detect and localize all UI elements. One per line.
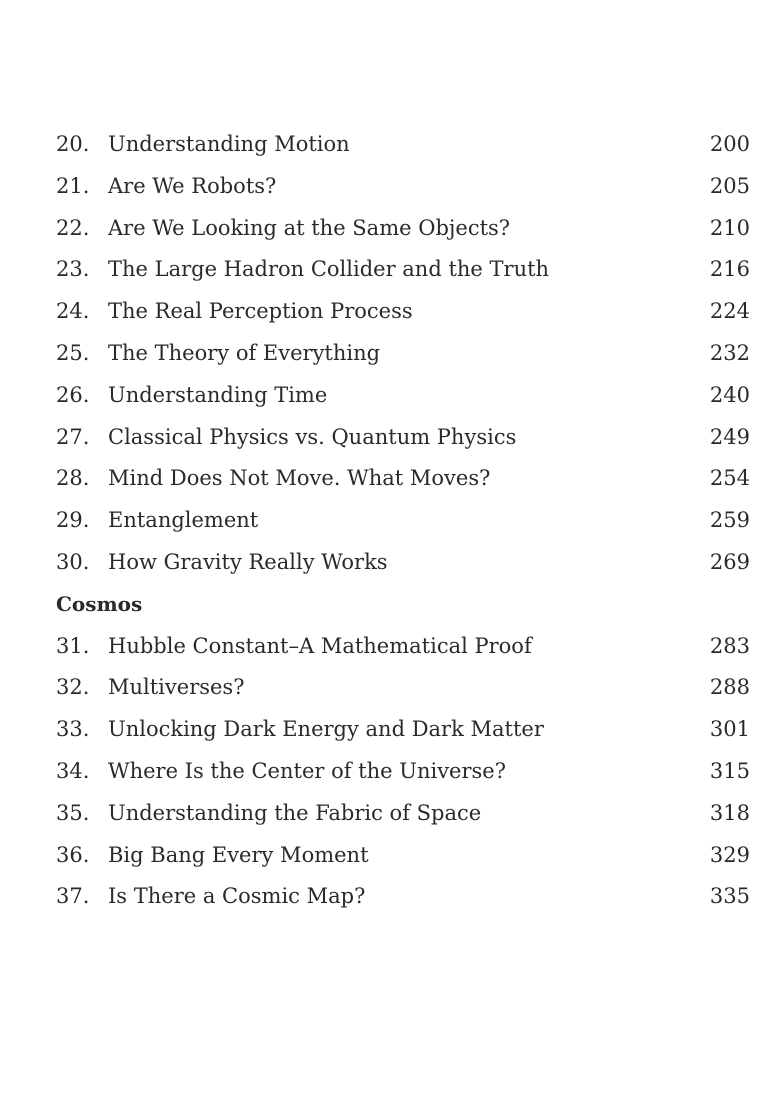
toc-entry-number: 26. <box>56 382 90 407</box>
toc-entry <box>56 667 750 709</box>
toc-entry-page: 224 <box>709 299 750 324</box>
toc-entry-title: Multiverses? <box>108 675 245 700</box>
toc-entry-page: 240 <box>709 382 750 407</box>
toc-entry-title: Where Is the Center of the Universe? <box>108 758 506 783</box>
toc-entry-number: 32. <box>56 675 90 700</box>
toc-entry-page: 329 <box>709 842 750 867</box>
toc-entry-page: 318 <box>709 800 750 825</box>
toc-entry-title: How Gravity Really Works <box>108 549 388 574</box>
toc-entry <box>56 458 750 500</box>
toc-entry-title: Are We Robots? <box>108 173 277 198</box>
toc-entry-number: 22. <box>56 215 90 240</box>
toc-entry-number: 30. <box>56 549 90 574</box>
toc-entry <box>56 751 750 793</box>
table-of-contents <box>56 124 750 918</box>
toc-entry <box>56 124 750 166</box>
toc-group-cosmos <box>56 626 750 919</box>
toc-entry-page: 335 <box>709 884 750 909</box>
toc-entry-title: The Real Perception Process <box>108 299 413 324</box>
toc-entry <box>56 333 750 375</box>
toc-entry-number: 29. <box>56 508 90 533</box>
toc-entry <box>56 626 750 668</box>
toc-entry-number: 36. <box>56 842 90 867</box>
toc-entry-page: 232 <box>709 340 750 365</box>
toc-entry-number: 27. <box>56 424 90 449</box>
toc-entry-page: 254 <box>709 466 750 491</box>
toc-entry <box>56 835 750 877</box>
toc-entry-number: 37. <box>56 884 90 909</box>
toc-entry <box>56 793 750 835</box>
toc-entry-title: The Large Hadron Collider and the Truth <box>108 257 550 282</box>
toc-entry-number: 33. <box>56 717 90 742</box>
toc-entry <box>56 876 750 918</box>
toc-entry-page: 216 <box>709 257 750 282</box>
toc-entry-number: 35. <box>56 800 90 825</box>
toc-entry-page: 315 <box>709 758 750 783</box>
toc-entry-page: 210 <box>709 215 750 240</box>
toc-entry-title: Hubble Constant–A Mathematical Proof <box>108 633 532 658</box>
toc-entry <box>56 542 750 584</box>
toc-entry-page: 205 <box>709 173 750 198</box>
toc-entry-page: 301 <box>709 717 750 742</box>
toc-entry-number: 21. <box>56 173 90 198</box>
toc-entry <box>56 500 750 542</box>
toc-entry <box>56 291 750 333</box>
toc-entry-title: Understanding Time <box>108 382 328 407</box>
toc-entry-title: Is There a Cosmic Map? <box>108 884 366 909</box>
toc-entry-title: Big Bang Every Moment <box>108 842 369 867</box>
toc-entry-title: Understanding the Fabric of Space <box>108 800 482 825</box>
toc-entry-number: 31. <box>56 633 90 658</box>
toc-entry-page: 249 <box>709 424 750 449</box>
toc-entry-title: Understanding Motion <box>108 132 350 156</box>
toc-entry-page: 259 <box>709 508 750 533</box>
toc-entry <box>56 709 750 751</box>
toc-entry <box>56 208 750 250</box>
toc-entry-title: The Theory of Everything <box>108 340 381 365</box>
toc-entry-number: 24. <box>56 299 90 324</box>
toc-entry-number: 23. <box>56 257 90 282</box>
toc-entry-number: 34. <box>56 758 90 783</box>
section-heading-cosmos: Cosmos <box>56 591 143 616</box>
toc-entry-title: Are We Looking at the Same Objects? <box>108 215 511 240</box>
toc-entry-title: Classical Physics vs. Quantum Physics <box>108 424 517 449</box>
toc-entry-title: Unlocking Dark Energy and Dark Matter <box>108 717 544 742</box>
toc-entry <box>56 417 750 459</box>
toc-entry-page: 288 <box>709 675 750 700</box>
toc-entry-number: 28. <box>56 466 90 491</box>
toc-entry-number: 20. <box>56 132 90 156</box>
toc-entry-page: 269 <box>709 549 750 574</box>
toc-entry <box>56 249 750 291</box>
toc-entry <box>56 166 750 208</box>
toc-entry-title: Mind Does Not Move. What Moves? <box>108 466 491 491</box>
toc-entry-page: 200 <box>709 132 750 156</box>
toc-entry-page: 283 <box>709 633 750 658</box>
toc-entry-number: 25. <box>56 340 90 365</box>
toc-entry-title: Entanglement <box>108 508 259 533</box>
toc-group-physics <box>56 124 750 584</box>
toc-entry <box>56 375 750 417</box>
